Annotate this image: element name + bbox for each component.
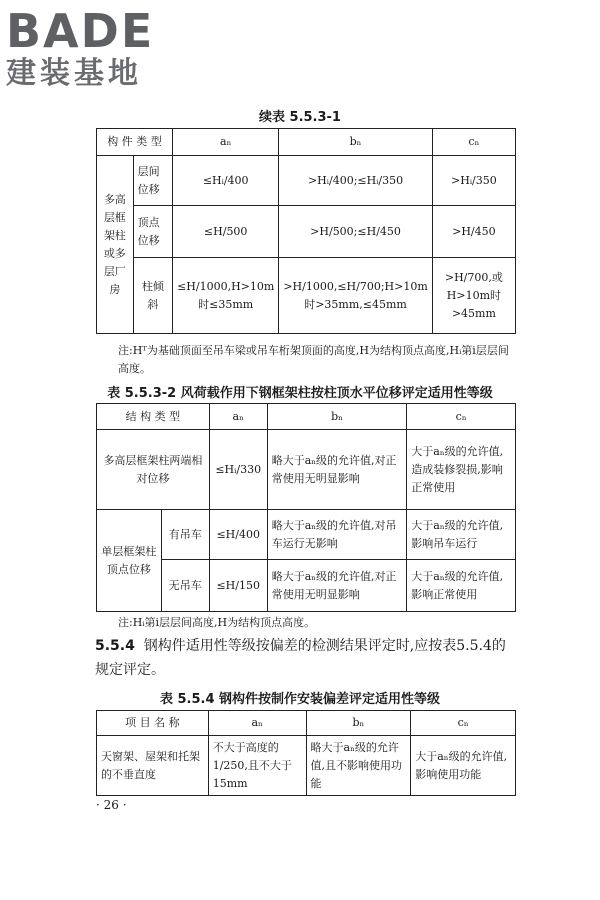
table1-note: 注:Hᵀ为基础顶面至吊车梁或吊车桁架顶面的高度,H为结构顶点高度,Hᵢ第i层层间高度。 [118, 344, 509, 375]
table3-header-b: bₙ [306, 711, 411, 736]
clause-paragraph [95, 634, 515, 682]
table1-header-a: aₙ [173, 129, 279, 156]
clause-number: 5.5.4 [95, 638, 135, 654]
logo-subtitle: 建装基地 [6, 56, 142, 91]
logo [6, 6, 181, 92]
table2-cell-b: 略大于aₙ级的允许值,对正常使用无明显影响 [267, 560, 407, 612]
table2 [96, 403, 516, 612]
table2-cell-a: ≤H/150 [209, 560, 267, 612]
table1-header-c: cₙ [432, 129, 515, 156]
table2-caption: 表 5.5.3-2 风荷载作用下钢框架柱按柱顶水平位移评定适用性等级 [107, 386, 493, 401]
table2-header-c: cₙ [407, 404, 516, 430]
table3-header-c: cₙ [411, 711, 516, 736]
table2-note: 注:Hᵢ第i层层间高度,H为结构顶点高度。 [118, 616, 316, 629]
table2-row-type: 多高层框架柱两端相对位移 [97, 430, 210, 510]
table2-cell-c: 大于aₙ级的允许值,造成装修裂损,影响正常使用 [407, 430, 516, 510]
table3 [96, 710, 516, 796]
page-number: · 26 · [96, 798, 127, 812]
clause-text: 钢构件适用性等级按偏差的检测结果评定时,应按表5.5.4的规定评定。 [95, 638, 506, 678]
table1-caption: 续表 5.5.3-1 [259, 110, 341, 125]
table1-cell-c: >Hᵢ/350 [432, 156, 515, 206]
table2-cell-c: 大于aₙ级的允许值,影响吊车运行 [407, 510, 516, 560]
table2-cell-b: 略大于aₙ级的允许值,对正常使用无明显影响 [267, 430, 407, 510]
table1-cell-b: >H/1000,≤H/700;H>10m时>35mm,≤45mm [279, 258, 432, 334]
table1-cell-c: >H/700,或H>10m时>45mm [432, 258, 515, 334]
table2-cell-a: ≤Hᵢ/330 [209, 430, 267, 510]
table1 [96, 128, 516, 334]
table1-cell-c: >H/450 [432, 206, 515, 258]
table3-header-a: aₙ [208, 711, 306, 736]
table2-cell-c: 大于aₙ级的允许值,影响正常使用 [407, 560, 516, 612]
table2-cell-b: 略大于aₙ级的允许值,对吊车运行无影响 [267, 510, 407, 560]
table1-header-b: bₙ [279, 129, 432, 156]
table2-row-type: 无吊车 [161, 560, 209, 612]
table3-cell-b: 略大于aₙ级的允许值,且不影响使用功能 [306, 736, 411, 796]
table1-cell-a: ≤H/1000,H>10m时≤35mm [173, 258, 279, 334]
table1-row-type: 层间位移 [133, 156, 172, 206]
table1-row-type: 顶点位移 [133, 206, 172, 258]
table1-cell-b: >H/500;≤H/450 [279, 206, 432, 258]
table1-row-type: 柱倾斜 [133, 258, 172, 334]
table3-row-name: 天窗架、屋架和托架的不垂直度 [97, 736, 209, 796]
table1-cell-b: >Hᵢ/400;≤Hᵢ/350 [279, 156, 432, 206]
table2-header-b: bₙ [267, 404, 407, 430]
table1-header-type: 构 件 类 型 [97, 129, 173, 156]
table3-caption: 表 5.5.4 钢构件按制作安装偏差评定适用性等级 [159, 692, 441, 707]
table3-header-name: 项 目 名 称 [97, 711, 209, 736]
logo-wordmark: BADE [6, 4, 155, 58]
table3-cell-c: 大于aₙ级的允许值,影响使用功能 [411, 736, 516, 796]
table3-cell-a: 不大于高度的1/250,且不大于15mm [208, 736, 306, 796]
table2-group: 单层框架柱顶点位移 [97, 510, 162, 612]
table1-cell-a: ≤Hᵢ/400 [173, 156, 279, 206]
table2-header-a: aₙ [209, 404, 267, 430]
table2-cell-a: ≤H/400 [209, 510, 267, 560]
table1-cell-a: ≤H/500 [173, 206, 279, 258]
table2-row-type: 有吊车 [161, 510, 209, 560]
table1-group: 多高层框架柱或多层厂房 [97, 156, 134, 334]
table2-header-type: 结 构 类 型 [97, 404, 210, 430]
